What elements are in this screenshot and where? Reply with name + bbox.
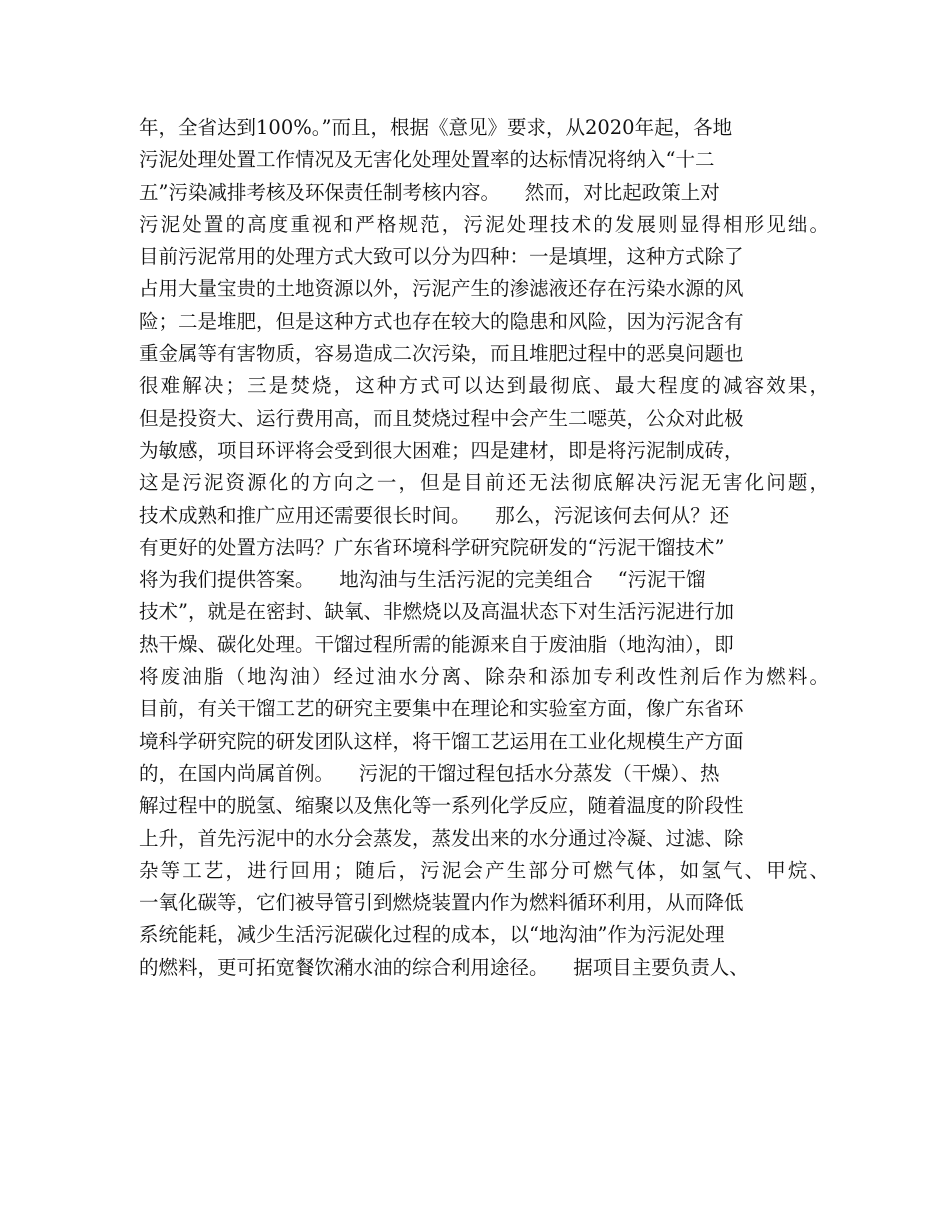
text-line: 一氧化碳等，它们被导管引到燃烧装置内作为燃料循环利用，从而降低 — [139, 891, 744, 915]
text-line: 技术成熟和推广应用还需要很长时间。 那么，污泥该何去何从？还 — [139, 503, 730, 527]
text-line: 为敏感，项目环评将会受到很大困难；四是建材，即是将污泥制成砖， — [139, 438, 744, 462]
text-line: 很难解决；三是焚烧，这种方式可以达到最彻底、最大程度的减容效果， — [139, 374, 832, 398]
text-line: 重金属等有害物质，容易造成二次污染，而且堆肥过程中的恶臭问题也 — [139, 342, 744, 366]
text-line: 杂等工艺，进行回用；随后，污泥会产生部分可燃气体，如氢气、甲烷、 — [139, 858, 832, 882]
text-line: 五”污染减排考核及环保责任制考核内容。 然而，对比起政策上对 — [139, 180, 720, 204]
text-line: 有更好的处置方法吗？广东省环境科学研究院研发的“污泥干馏技术” — [139, 535, 725, 559]
text-line: 的，在国内尚属首例。 污泥的干馏过程包括水分蒸发（干燥）、热 — [139, 761, 720, 785]
text-line: 系统能耗，减少生活污泥碳化过程的成本，以“地沟油”作为污泥处理 — [139, 923, 725, 947]
text-line: 污泥处理处置工作情况及无害化处理处置率的达标情况将纳入“十二 — [139, 148, 715, 172]
text-line: 热干燥、碳化处理。干馏过程所需的能源来自于废油脂（地沟油），即 — [139, 632, 734, 656]
text-line: 技术”，就是在密封、缺氧、非燃烧以及高温状态下对生活污泥进行加 — [139, 600, 734, 624]
text-line: 境科学研究院的研发团队这样，将干馏工艺运用在工业化规模生产方面 — [139, 729, 744, 753]
text-line: 将废油脂（地沟油）经过油水分离、除杂和添加专利改性剂后作为燃料。 — [139, 665, 832, 689]
text-line: 目前污泥常用的处理方式大致可以分为四种：一是填埋，这种方式除了 — [139, 245, 744, 269]
text-line: 年，全省达到100%。”而且，根据《意见》要求，从2020年起，各地 — [139, 116, 733, 139]
text-line: 将为我们提供答案。 地沟油与生活污泥的完美组合 “污泥干馏 — [139, 568, 706, 592]
text-line: 险；二是堆肥，但是这种方式也存在较大的隐患和风险，因为污泥含有 — [139, 309, 744, 333]
text-line: 的燃料，更可拓宽餐饮潲水油的综合利用途径。 据项目主要负责人、 — [139, 955, 749, 979]
text-line: 上升，首先污泥中的水分会蒸发，蒸发出来的水分通过冷凝、过滤、除 — [139, 826, 744, 850]
text-line: 解过程中的脱氢、缩聚以及焦化等一系列化学反应，随着温度的阶段性 — [139, 794, 744, 818]
text-line: 这是污泥资源化的方向之一，但是目前还无法彻底解决污泥无害化问题， — [139, 471, 832, 495]
text-line: 污泥处置的高度重视和严格规范，污泥处理技术的发展则显得相形见绌。 — [139, 212, 832, 236]
text-line: 占用大量宝贵的土地资源以外，污泥产生的渗滤液还存在污染水源的风 — [139, 277, 744, 301]
text-line: 目前，有关干馏工艺的研究主要集中在理论和实验室方面，像广东省环 — [139, 697, 744, 721]
body-text — [139, 112, 832, 984]
text-line: 但是投资大、运行费用高，而且焚烧过程中会产生二噁英，公众对此极 — [139, 406, 744, 430]
